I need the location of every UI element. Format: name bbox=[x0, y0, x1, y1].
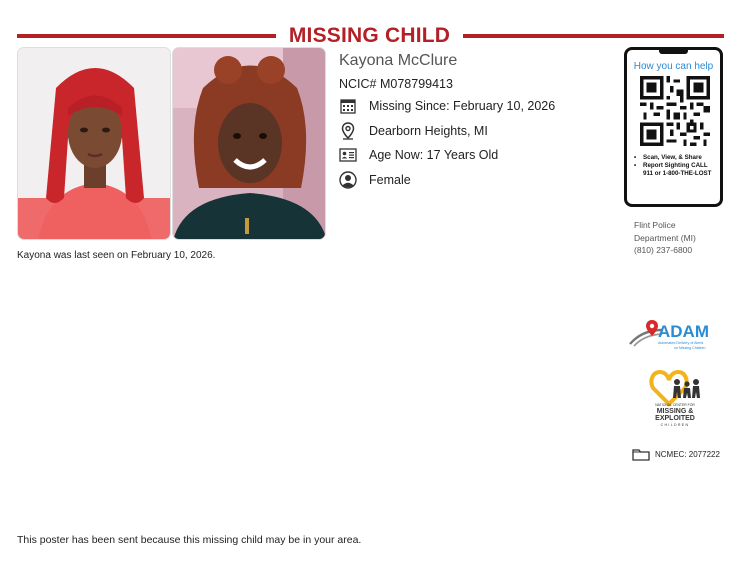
folder-icon bbox=[632, 447, 650, 461]
last-seen-caption: Kayona was last seen on February 10, 2026. bbox=[17, 250, 216, 261]
help-bullet-1: • Scan, View, & Share bbox=[633, 154, 717, 162]
qr-code-icon[interactable] bbox=[640, 76, 710, 146]
child-name: Kayona McClure bbox=[339, 52, 458, 69]
svg-text:Automated Delivery of Alerts: Automated Delivery of Alerts bbox=[658, 341, 704, 345]
help-bullet-2: • Report Sighting CALL 911 or 1-800-THE-LOST bbox=[633, 162, 717, 178]
ncmec-line-1: NATIONAL CENTER FOR bbox=[655, 403, 695, 407]
svg-text:on Missing Children: on Missing Children bbox=[674, 346, 706, 350]
help-title: How you can help bbox=[633, 61, 714, 72]
help-bullets bbox=[633, 154, 717, 178]
child-photo-2 bbox=[172, 47, 326, 240]
header-rule-right bbox=[463, 34, 724, 38]
child-photo-1 bbox=[17, 47, 171, 240]
sex: Female bbox=[369, 173, 411, 187]
age-row bbox=[339, 145, 498, 165]
missing-since-row bbox=[339, 96, 555, 116]
location: Dearborn Heights, MI bbox=[369, 124, 488, 138]
help-card bbox=[624, 47, 723, 207]
location-pin-icon bbox=[339, 122, 357, 140]
calendar-icon bbox=[339, 97, 357, 115]
sex-row bbox=[339, 170, 411, 190]
ncmec-logo bbox=[647, 368, 703, 428]
agency-contact bbox=[634, 219, 696, 257]
adam-logo bbox=[628, 318, 720, 354]
photo-portrait-2 bbox=[173, 48, 326, 240]
person-icon bbox=[339, 171, 357, 189]
poster-title: MISSING CHILD bbox=[288, 24, 451, 47]
ncmec-id-text: NCMEC: 2077222 bbox=[655, 449, 720, 459]
missing-since: Missing Since: February 10, 2026 bbox=[369, 99, 556, 113]
ncic-number: NCIC# M078799413 bbox=[339, 77, 453, 91]
agency-name-line1: Flint Police bbox=[634, 220, 676, 230]
ncmec-case-id bbox=[632, 446, 720, 462]
agency-phone: (810) 237-6800 bbox=[634, 245, 693, 255]
ncmec-line-3: EXPLOITED bbox=[655, 415, 695, 422]
agency-name-line2: Department (MI) bbox=[634, 232, 696, 243]
id-card-icon bbox=[339, 146, 357, 164]
poster-footer: This poster has been sent because this missing child may be in your area. bbox=[17, 534, 362, 546]
adam-logo-text: ADAM bbox=[658, 322, 709, 341]
age-now: Age Now: 17 Years Old bbox=[369, 148, 499, 162]
location-row bbox=[339, 121, 488, 141]
phone-notch bbox=[659, 49, 688, 54]
ncmec-line-2: MISSING & bbox=[656, 408, 694, 415]
photo-portrait-1 bbox=[18, 48, 171, 240]
header-rule-left bbox=[17, 34, 276, 38]
ncmec-line-4: CHILDREN bbox=[660, 423, 690, 427]
